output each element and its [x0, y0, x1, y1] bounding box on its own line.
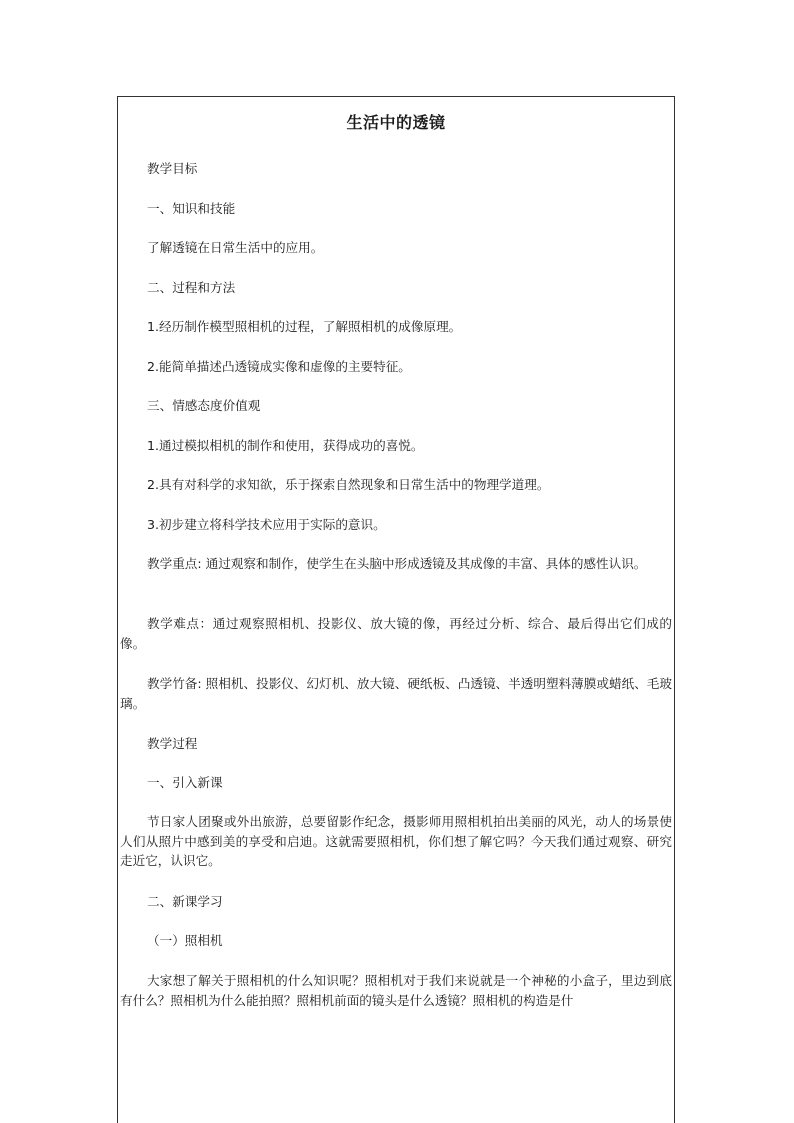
- paragraph-key-points: 教学重点: 通过观察和制作，使学生在头脑中形成透镜及其成像的丰富、具体的感性认识。: [147, 556, 647, 571]
- heading-new-lesson: 二、新课学习: [147, 894, 223, 909]
- paragraph-preparation: 教学竹备: 照相机、投影仪、幻灯机、放大镜、硬纸板、凸透镜、半透明塑料薄膜或蜡纸、毛玻璃。: [120, 676, 672, 711]
- paragraph-introduction: 节日家人团聚或外出旅游，总要留影作纪念，摄影师用照相机拍出美丽的风光，动人的场景使人们从照片中感到美的享受和启迪。这就需要照相机，你们想了解它吗？今天我们通过观察、研究走近它，认识它。: [120, 814, 672, 868]
- document-frame: [117, 96, 675, 1123]
- paragraph-attitude-2: 2.具有对科学的求知欲，乐于探索自然现象和日常生活中的物理学道理。: [147, 477, 550, 492]
- paragraph-attitude-3: 3.初步建立将科学技术应用于实际的意识。: [147, 517, 386, 532]
- heading-teaching-goals: 教学目标: [147, 161, 198, 176]
- paragraph-attitude-1: 1.通过模拟相机的制作和使用，获得成功的喜悦。: [147, 438, 424, 453]
- paragraph-process-1: 1.经历制作模型照相机的过程，了解照相机的成像原理。: [147, 319, 462, 334]
- paragraph-difficult-points: 教学难点：通过观察照相机、投影仪、放大镜的像，再经过分析、综合、最后得出它们成的像。: [120, 616, 672, 651]
- heading-introduce-lesson: 一、引入新课: [147, 775, 223, 790]
- heading-teaching-process: 教学过程: [147, 736, 198, 751]
- document-title: 生活中的透镜: [346, 113, 446, 132]
- heading-knowledge-skills: 一、知识和技能: [147, 201, 236, 216]
- heading-camera: （一）照相机: [147, 933, 223, 948]
- heading-process-methods: 二、过程和方法: [147, 280, 236, 295]
- paragraph-camera-questions: 大家想了解关于照相机的什么知识呢？照相机对于我们来说就是一个神秘的小盒子，里边到底有什么？照相机为什么能拍照？照相机前面的镜头是什么透镜？照相机的构造是什: [120, 973, 672, 1008]
- paragraph-process-2: 2.能简单描述凸透镜成实像和虚像的主要特征。: [147, 359, 411, 374]
- heading-attitude-values: 三、情感态度价值观: [147, 398, 261, 413]
- paragraph-knowledge-goal: 了解透镜在日常生活中的应用。: [147, 240, 324, 255]
